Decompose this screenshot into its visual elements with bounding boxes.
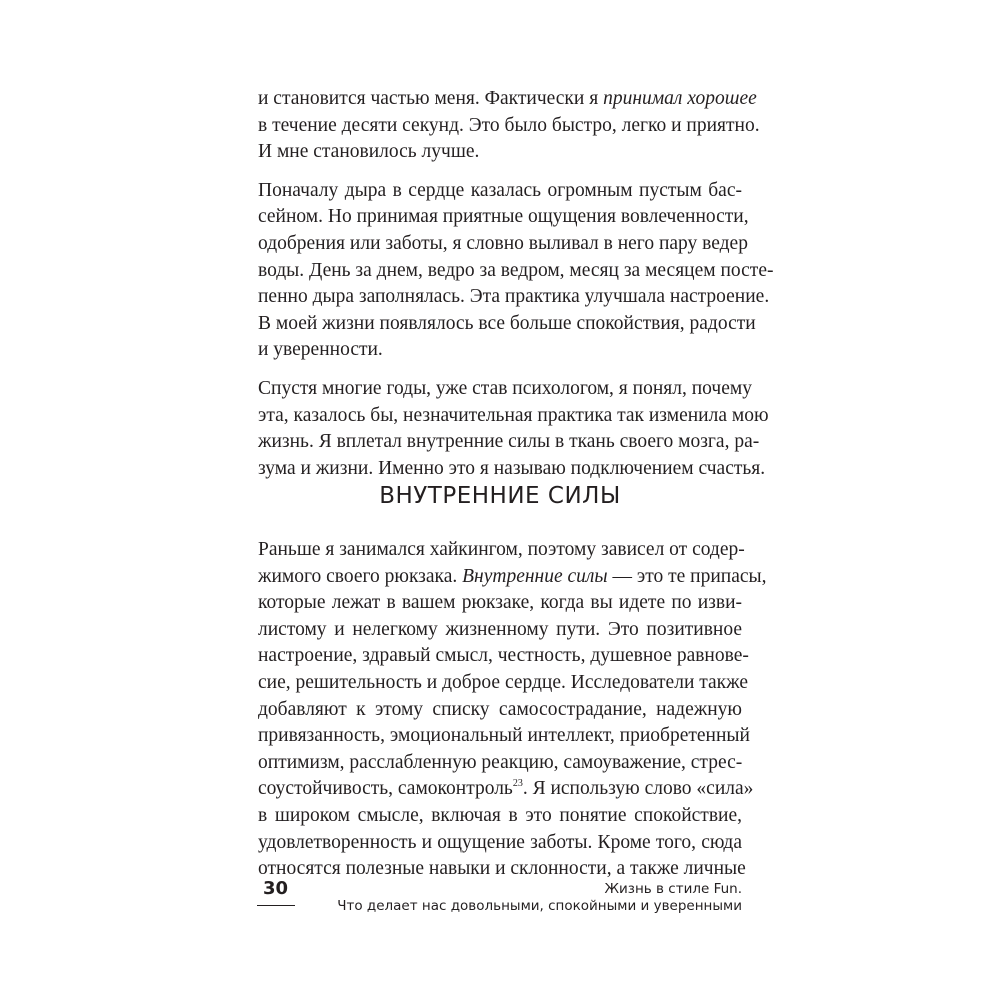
text-line: сейном. Но принимая приятные ощущения вовлеченности,: [258, 206, 749, 228]
paragraph-gap: [258, 166, 742, 178]
text-line: и уверенности.: [258, 339, 383, 361]
text-line: привязанность, эмоциональный интеллект, приобретенный: [258, 725, 750, 747]
text-line: Поначалу дыра в сердце казалась огромным пустым бас-: [258, 179, 742, 201]
text-line: пенно дыра заполнялась. Эта практика улучшала настроение.: [258, 286, 770, 308]
text-line: листому и нелегкому жизненному пути. Это позитивное: [258, 618, 742, 640]
text-line: добавляют к этому списку самосострадание, надежную: [258, 698, 742, 720]
book-title: Жизнь в стиле Fun.: [604, 881, 742, 897]
paragraph-gap: [258, 364, 742, 376]
text-line: относятся полезные навыки и склонности, а также личные: [258, 858, 746, 880]
text-line: жизнь. Я вплетал внутренние силы в ткань своего мозга, ра-: [258, 431, 760, 453]
running-footer: [337, 881, 742, 915]
footnote-reference[interactable]: 23: [512, 778, 523, 790]
text-line: зума и жизни. Именно это я называю подключением счастья.: [258, 457, 766, 479]
text-line: [258, 776, 754, 803]
text-line: в широком смысле, включая в это понятие спокойствие,: [258, 804, 742, 826]
text-line: Спустя многие годы, уже став психологом, я понял, почему: [258, 377, 752, 399]
main-text-section-2: [258, 537, 767, 883]
text-fragment: — это те припасы,: [607, 565, 767, 587]
section-heading: ВНУТРЕННИЕ СИЛЫ: [379, 483, 621, 509]
text-line: воды. День за днем, ведро за ведром, месяц за месяцем посте-: [258, 259, 774, 281]
main-text-section-1: [258, 86, 774, 482]
text-line: [258, 564, 767, 591]
text-line: эта, казалось бы, незначительная практика так изменила мою: [258, 404, 769, 426]
book-subtitle: Что делает нас довольными, спокойными и уверенными: [337, 898, 742, 914]
text-line: оптимизм, расслабленную реакцию, самоуважение, стрес-: [258, 751, 743, 773]
text-fragment: . Я использую слово «сила»: [522, 778, 754, 800]
italic-emphasis: принимал хорошее: [603, 88, 757, 109]
text-line: в течение десяти секунд. Это было быстро, легко и приятно.: [258, 114, 760, 136]
text-line: удовлетворенность и ощущение заботы. Кроме того, сюда: [258, 831, 742, 853]
text-line: И мне становилось лучше.: [258, 141, 480, 163]
text-line: которые лежат в вашем рюкзаке, когда вы идете по изви-: [258, 592, 742, 614]
text-line: одобрения или заботы, я словно выливал в него пару ведер: [258, 232, 748, 254]
page-number: 30: [263, 878, 289, 899]
text-fragment: соустойчивость, самоконтроль: [258, 778, 513, 800]
text-line: настроение, здравый смысл, честность, душевное равнове-: [258, 645, 749, 667]
text-fragment: и становится частью меня. Фактически я: [258, 88, 604, 109]
text-line: сие, решительность и доброе сердце. Исследователи также: [258, 671, 749, 693]
page-number-rule: [257, 905, 295, 906]
italic-term: Внутренние силы: [462, 565, 608, 587]
text-fragment: жимого своего рюкзака.: [258, 565, 463, 587]
text-line: В моей жизни появлялось все больше спокойствия, радости: [258, 312, 756, 334]
text-line: [258, 86, 757, 113]
text-line: Раньше я занимался хайкингом, поэтому зависел от содер-: [258, 539, 745, 560]
